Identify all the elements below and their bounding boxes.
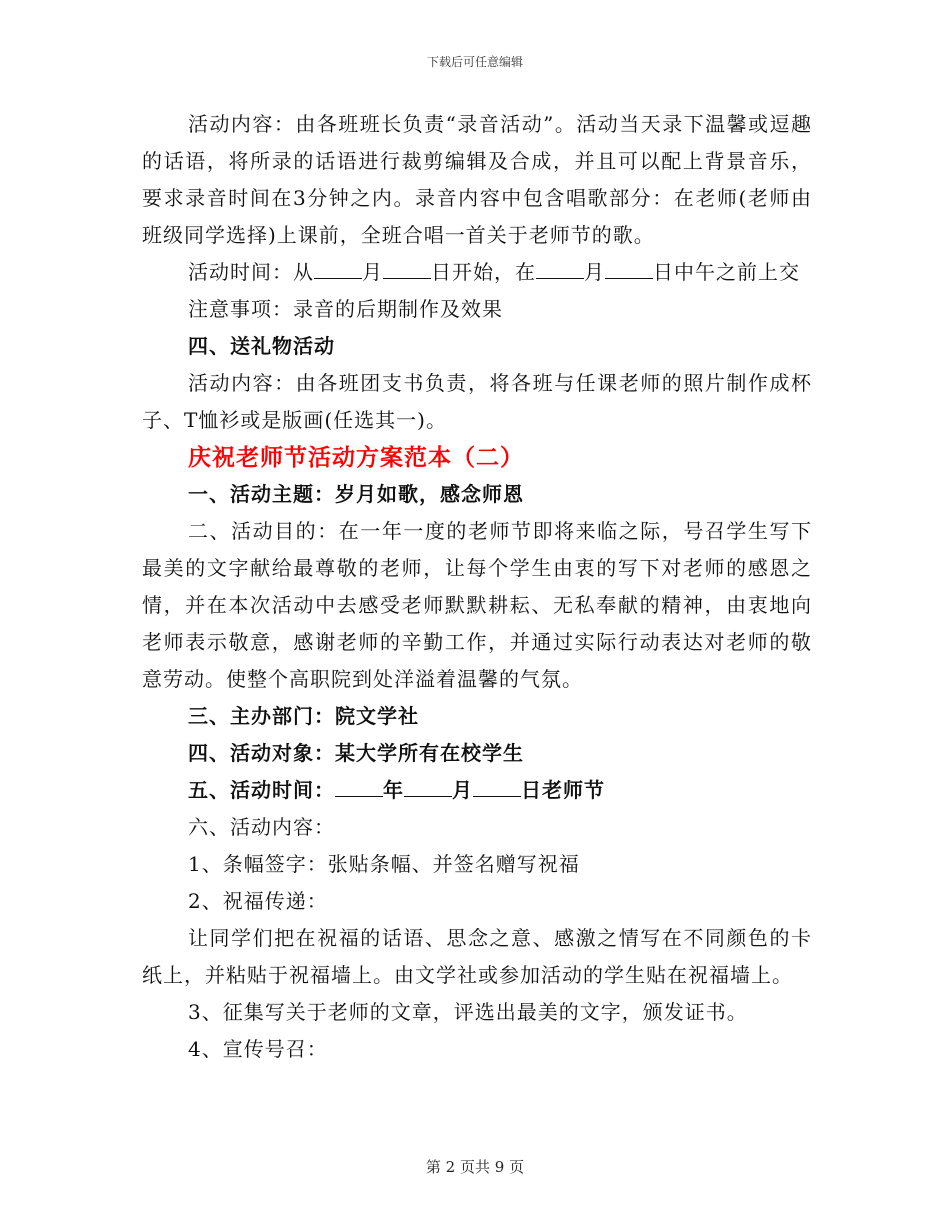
section-title: 庆祝老师节活动方案范本（二） bbox=[188, 444, 524, 471]
fill-blank bbox=[383, 260, 431, 279]
heading-theme: 一、活动主题：岁月如歌，感念师恩 bbox=[188, 482, 524, 506]
fill-blank bbox=[605, 260, 653, 279]
page-footer: 第 2 页共 9 页 bbox=[425, 1158, 525, 1176]
item-banner-signing: 1、条幅签字：张贴条幅、并签名赠写祝福 bbox=[188, 852, 580, 876]
text-segment: 年 bbox=[383, 778, 404, 802]
fill-blank bbox=[404, 778, 452, 797]
text-segment: 活动时间：从 bbox=[188, 260, 314, 284]
heading-gift-activity: 四、送礼物活动 bbox=[188, 334, 335, 358]
fill-blank bbox=[335, 778, 383, 797]
heading-time bbox=[142, 772, 812, 809]
page-header: 下载后可任意编辑 bbox=[426, 55, 523, 69]
paragraph-purpose: 二、活动目的：在一年一度的老师节即将来临之际，号召学生写下最美的文字献给最尊敬的老师，让每个学生由衷的写下对老师的感恩之情，并在本次活动中去感受老师默默耕耘、无私奉献的精神，由衷地向老师表示敬意，感谢老师的辛勤工作，并通过实际行动表达对老师的敬意劳动。使整个高职院到处洋溢着温馨的气氛。 bbox=[142, 519, 812, 691]
heading-organizer: 三、主办部门：院文学社 bbox=[188, 704, 419, 728]
paragraph-recording-time bbox=[142, 254, 812, 291]
heading-participants: 四、活动对象：某大学所有在校学生 bbox=[188, 741, 524, 765]
fill-blank bbox=[314, 260, 362, 279]
paragraph-gift-content: 活动内容：由各班团支书负责，将各班与任课老师的照片制作成杯子、T恤衫或是版画(任选其一)。 bbox=[142, 371, 812, 432]
text-segment: 月 bbox=[362, 260, 383, 284]
fill-blank bbox=[473, 778, 521, 797]
item-essay-contest: 3、征集写关于老师的文章，评选出最美的文字，颁发证书。 bbox=[188, 1000, 748, 1024]
paragraph-notes: 注意事项：录音的后期制作及效果 bbox=[188, 297, 503, 321]
text-segment: 日开始，在 bbox=[431, 260, 536, 284]
document-body bbox=[142, 106, 812, 1068]
fill-blank bbox=[536, 260, 584, 279]
text-segment: 月 bbox=[584, 260, 605, 284]
text-segment: 五、活动时间： bbox=[188, 778, 335, 802]
text-segment: 日中午之前上交 bbox=[653, 260, 800, 284]
item-blessing-relay: 2、祝福传递： bbox=[188, 889, 328, 913]
text-segment: 月 bbox=[452, 778, 473, 802]
heading-content: 六、活动内容： bbox=[188, 815, 335, 839]
text-segment: 日老师节 bbox=[521, 778, 605, 802]
item-publicity: 4、宣传号召： bbox=[188, 1037, 328, 1061]
paragraph-blessing-wall: 让同学们把在祝福的话语、思念之意、感激之情写在不同颜色的卡纸上，并粘贴于祝福墙上。由文学社或参加活动的学生贴在祝福墙上。 bbox=[142, 926, 812, 987]
paragraph-recording-content: 活动内容：由各班班长负责“录音活动”。活动当天录下温馨或逗趣的话语，将所录的话语进行裁剪编辑及合成，并且可以配上背景音乐，要求录音时间在3分钟之内。录音内容中包含唱歌部分：在老师(老师由班级同学选择)上课前，全班合唱一首关于老师节的歌。 bbox=[142, 112, 812, 247]
